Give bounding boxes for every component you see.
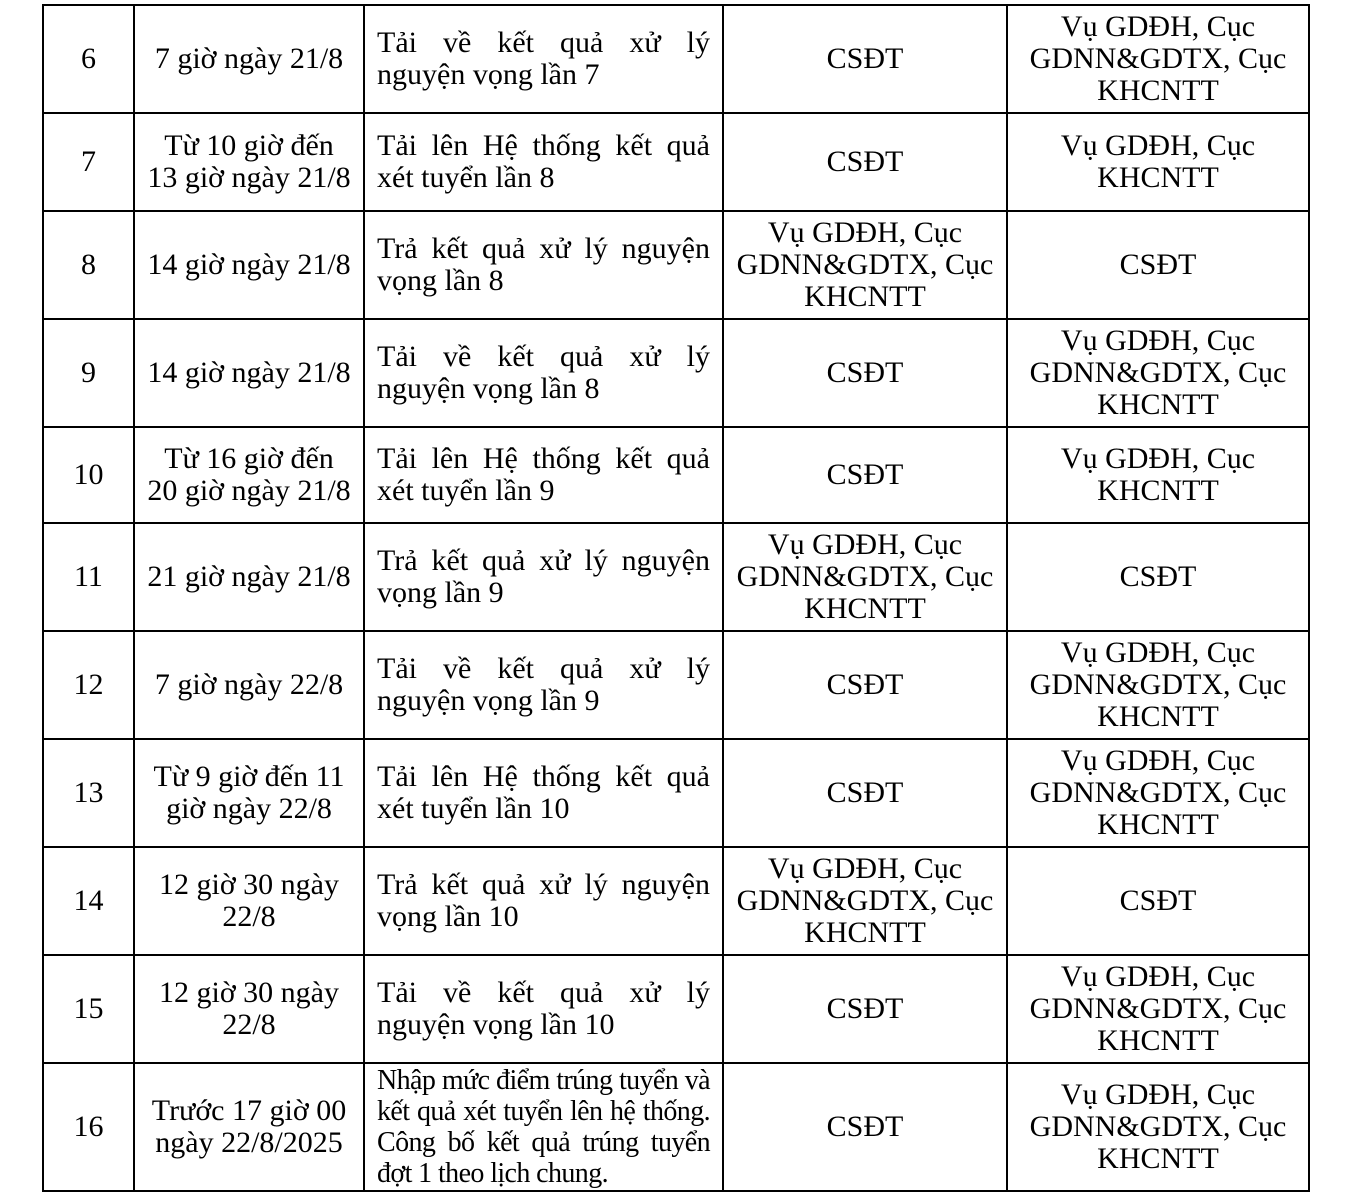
row-number: 9 xyxy=(43,319,134,427)
table-row xyxy=(43,1063,1309,1191)
lead-unit-cell: CSĐT xyxy=(723,739,1007,847)
task-cell: Tải về kết quả xử lý nguyện vọng lần 10 xyxy=(364,955,723,1063)
support-unit-cell: Vụ GDĐH, Cục KHCNTT xyxy=(1007,113,1309,211)
row-number: 10 xyxy=(43,427,134,523)
row-number: 8 xyxy=(43,211,134,319)
row-number: 15 xyxy=(43,955,134,1063)
table-row xyxy=(43,955,1309,1063)
time-cell: Từ 9 giờ đến 11 giờ ngày 22/8 xyxy=(134,739,364,847)
support-unit-cell: Vụ GDĐH, Cục GDNN&GDTX, Cục KHCNTT xyxy=(1007,1063,1309,1191)
support-unit-cell: Vụ GDĐH, Cục GDNN&GDTX, Cục KHCNTT xyxy=(1007,319,1309,427)
lead-unit-cell: Vụ GDĐH, Cục GDNN&GDTX, Cục KHCNTT xyxy=(723,847,1007,955)
time-cell: 12 giờ 30 ngày 22/8 xyxy=(134,955,364,1063)
row-number: 7 xyxy=(43,113,134,211)
support-unit-cell: Vụ GDĐH, Cục GDNN&GDTX, Cục KHCNTT xyxy=(1007,5,1309,113)
task-cell: Tải lên Hệ thống kết quả xét tuyển lần 10 xyxy=(364,739,723,847)
task-cell: Nhập mức điểm trúng tuyển và kết quả xét tuyển lên hệ thống. Công bố kết quả trúng tuyển đợt 1 theo lịch chung. xyxy=(364,1063,723,1191)
support-unit-cell: Vụ GDĐH, Cục GDNN&GDTX, Cục KHCNTT xyxy=(1007,739,1309,847)
lead-unit-cell: CSĐT xyxy=(723,631,1007,739)
task-cell: Tải lên Hệ thống kết quả xét tuyển lần 8 xyxy=(364,113,723,211)
table-row xyxy=(43,211,1309,319)
lead-unit-cell: CSĐT xyxy=(723,955,1007,1063)
time-cell: 14 giờ ngày 21/8 xyxy=(134,319,364,427)
lead-unit-cell: Vụ GDĐH, Cục GDNN&GDTX, Cục KHCNTT xyxy=(723,211,1007,319)
table-row xyxy=(43,523,1309,631)
table-row xyxy=(43,847,1309,955)
support-unit-cell: CSĐT xyxy=(1007,523,1309,631)
row-number: 12 xyxy=(43,631,134,739)
table-row xyxy=(43,631,1309,739)
time-cell: Từ 10 giờ đến 13 giờ ngày 21/8 xyxy=(134,113,364,211)
support-unit-cell: Vụ GDĐH, Cục KHCNTT xyxy=(1007,427,1309,523)
schedule-table xyxy=(42,4,1310,1192)
task-cell: Tải về kết quả xử lý nguyện vọng lần 9 xyxy=(364,631,723,739)
time-cell: 12 giờ 30 ngày 22/8 xyxy=(134,847,364,955)
time-cell: 7 giờ ngày 21/8 xyxy=(134,5,364,113)
support-unit-cell: CSĐT xyxy=(1007,847,1309,955)
time-cell: 14 giờ ngày 21/8 xyxy=(134,211,364,319)
row-number: 6 xyxy=(43,5,134,113)
support-unit-cell: CSĐT xyxy=(1007,211,1309,319)
time-cell: 7 giờ ngày 22/8 xyxy=(134,631,364,739)
row-number: 14 xyxy=(43,847,134,955)
lead-unit-cell: CSĐT xyxy=(723,113,1007,211)
time-cell: Trước 17 giờ 00 ngày 22/8/2025 xyxy=(134,1063,364,1191)
task-cell: Trả kết quả xử lý nguyện vọng lần 10 xyxy=(364,847,723,955)
table-row xyxy=(43,427,1309,523)
task-cell: Tải về kết quả xử lý nguyện vọng lần 8 xyxy=(364,319,723,427)
lead-unit-cell: CSĐT xyxy=(723,5,1007,113)
table-row xyxy=(43,5,1309,113)
lead-unit-cell: Vụ GDĐH, Cục GDNN&GDTX, Cục KHCNTT xyxy=(723,523,1007,631)
lead-unit-cell: CSĐT xyxy=(723,319,1007,427)
time-cell: Từ 16 giờ đến 20 giờ ngày 21/8 xyxy=(134,427,364,523)
row-number: 13 xyxy=(43,739,134,847)
support-unit-cell: Vụ GDĐH, Cục GDNN&GDTX, Cục KHCNTT xyxy=(1007,631,1309,739)
support-unit-cell: Vụ GDĐH, Cục GDNN&GDTX, Cục KHCNTT xyxy=(1007,955,1309,1063)
table-row xyxy=(43,319,1309,427)
lead-unit-cell: CSĐT xyxy=(723,427,1007,523)
task-cell: Tải lên Hệ thống kết quả xét tuyển lần 9 xyxy=(364,427,723,523)
row-number: 16 xyxy=(43,1063,134,1191)
task-cell: Trả kết quả xử lý nguyện vọng lần 8 xyxy=(364,211,723,319)
task-cell: Trả kết quả xử lý nguyện vọng lần 9 xyxy=(364,523,723,631)
task-cell: Tải về kết quả xử lý nguyện vọng lần 7 xyxy=(364,5,723,113)
time-cell: 21 giờ ngày 21/8 xyxy=(134,523,364,631)
table-row xyxy=(43,113,1309,211)
lead-unit-cell: CSĐT xyxy=(723,1063,1007,1191)
row-number: 11 xyxy=(43,523,134,631)
table-row xyxy=(43,739,1309,847)
